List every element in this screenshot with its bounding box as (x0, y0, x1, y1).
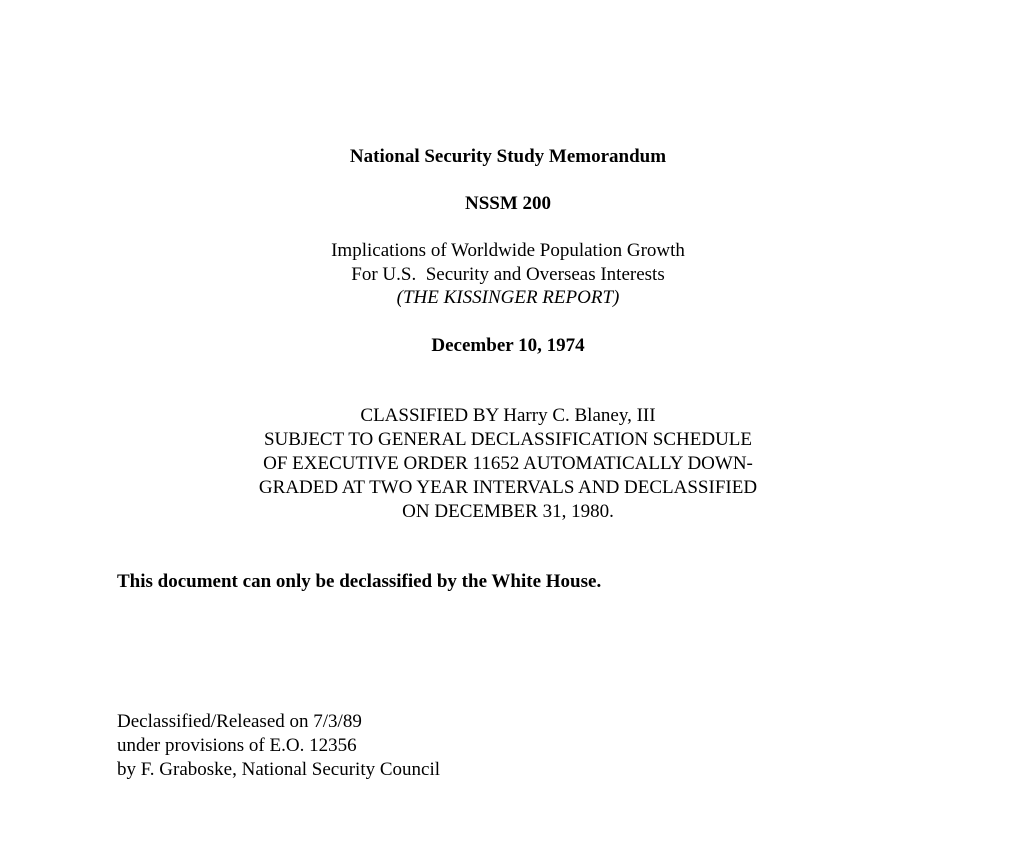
date-text: December 10, 1974 (431, 335, 585, 356)
white-house-notice (117, 570, 601, 594)
classification-line: OF EXECUTIVE ORDER 11652 AUTOMATICALLY DOWN- (263, 453, 753, 474)
document-number (0, 192, 1016, 216)
release-line: Declassified/Released on 7/3/89 (117, 711, 362, 732)
subject-line: Implications of Worldwide Population Growth (331, 240, 685, 261)
number-text: NSSM 200 (464, 193, 552, 214)
subject-line: For U.S. Security and Overseas Interests (351, 263, 665, 285)
subject-block (0, 239, 1016, 310)
classification-line: GRADED AT TWO YEAR INTERVALS AND DECLASSIFIED (258, 477, 758, 498)
title-text: National Security Study Memorandum (349, 146, 667, 167)
classification-block (0, 404, 1016, 524)
classification-line: CLASSIFIED BY Harry C. Blaney, III (360, 405, 656, 426)
subtitle: (THE KISSINGER REPORT) (396, 287, 620, 308)
classification-line: SUBJECT TO GENERAL DECLASSIFICATION SCHEDULE (263, 429, 753, 450)
document-title (0, 145, 1016, 169)
release-block (117, 710, 440, 782)
release-line: by F. Graboske, National Security Council (117, 759, 441, 780)
release-line: under provisions of E.O. 12356 (117, 735, 357, 756)
classification-line: ON DECEMBER 31, 1980. (402, 501, 614, 522)
notice-text: This document can only be declassified by the White House. (117, 571, 602, 592)
document-date (0, 334, 1016, 358)
